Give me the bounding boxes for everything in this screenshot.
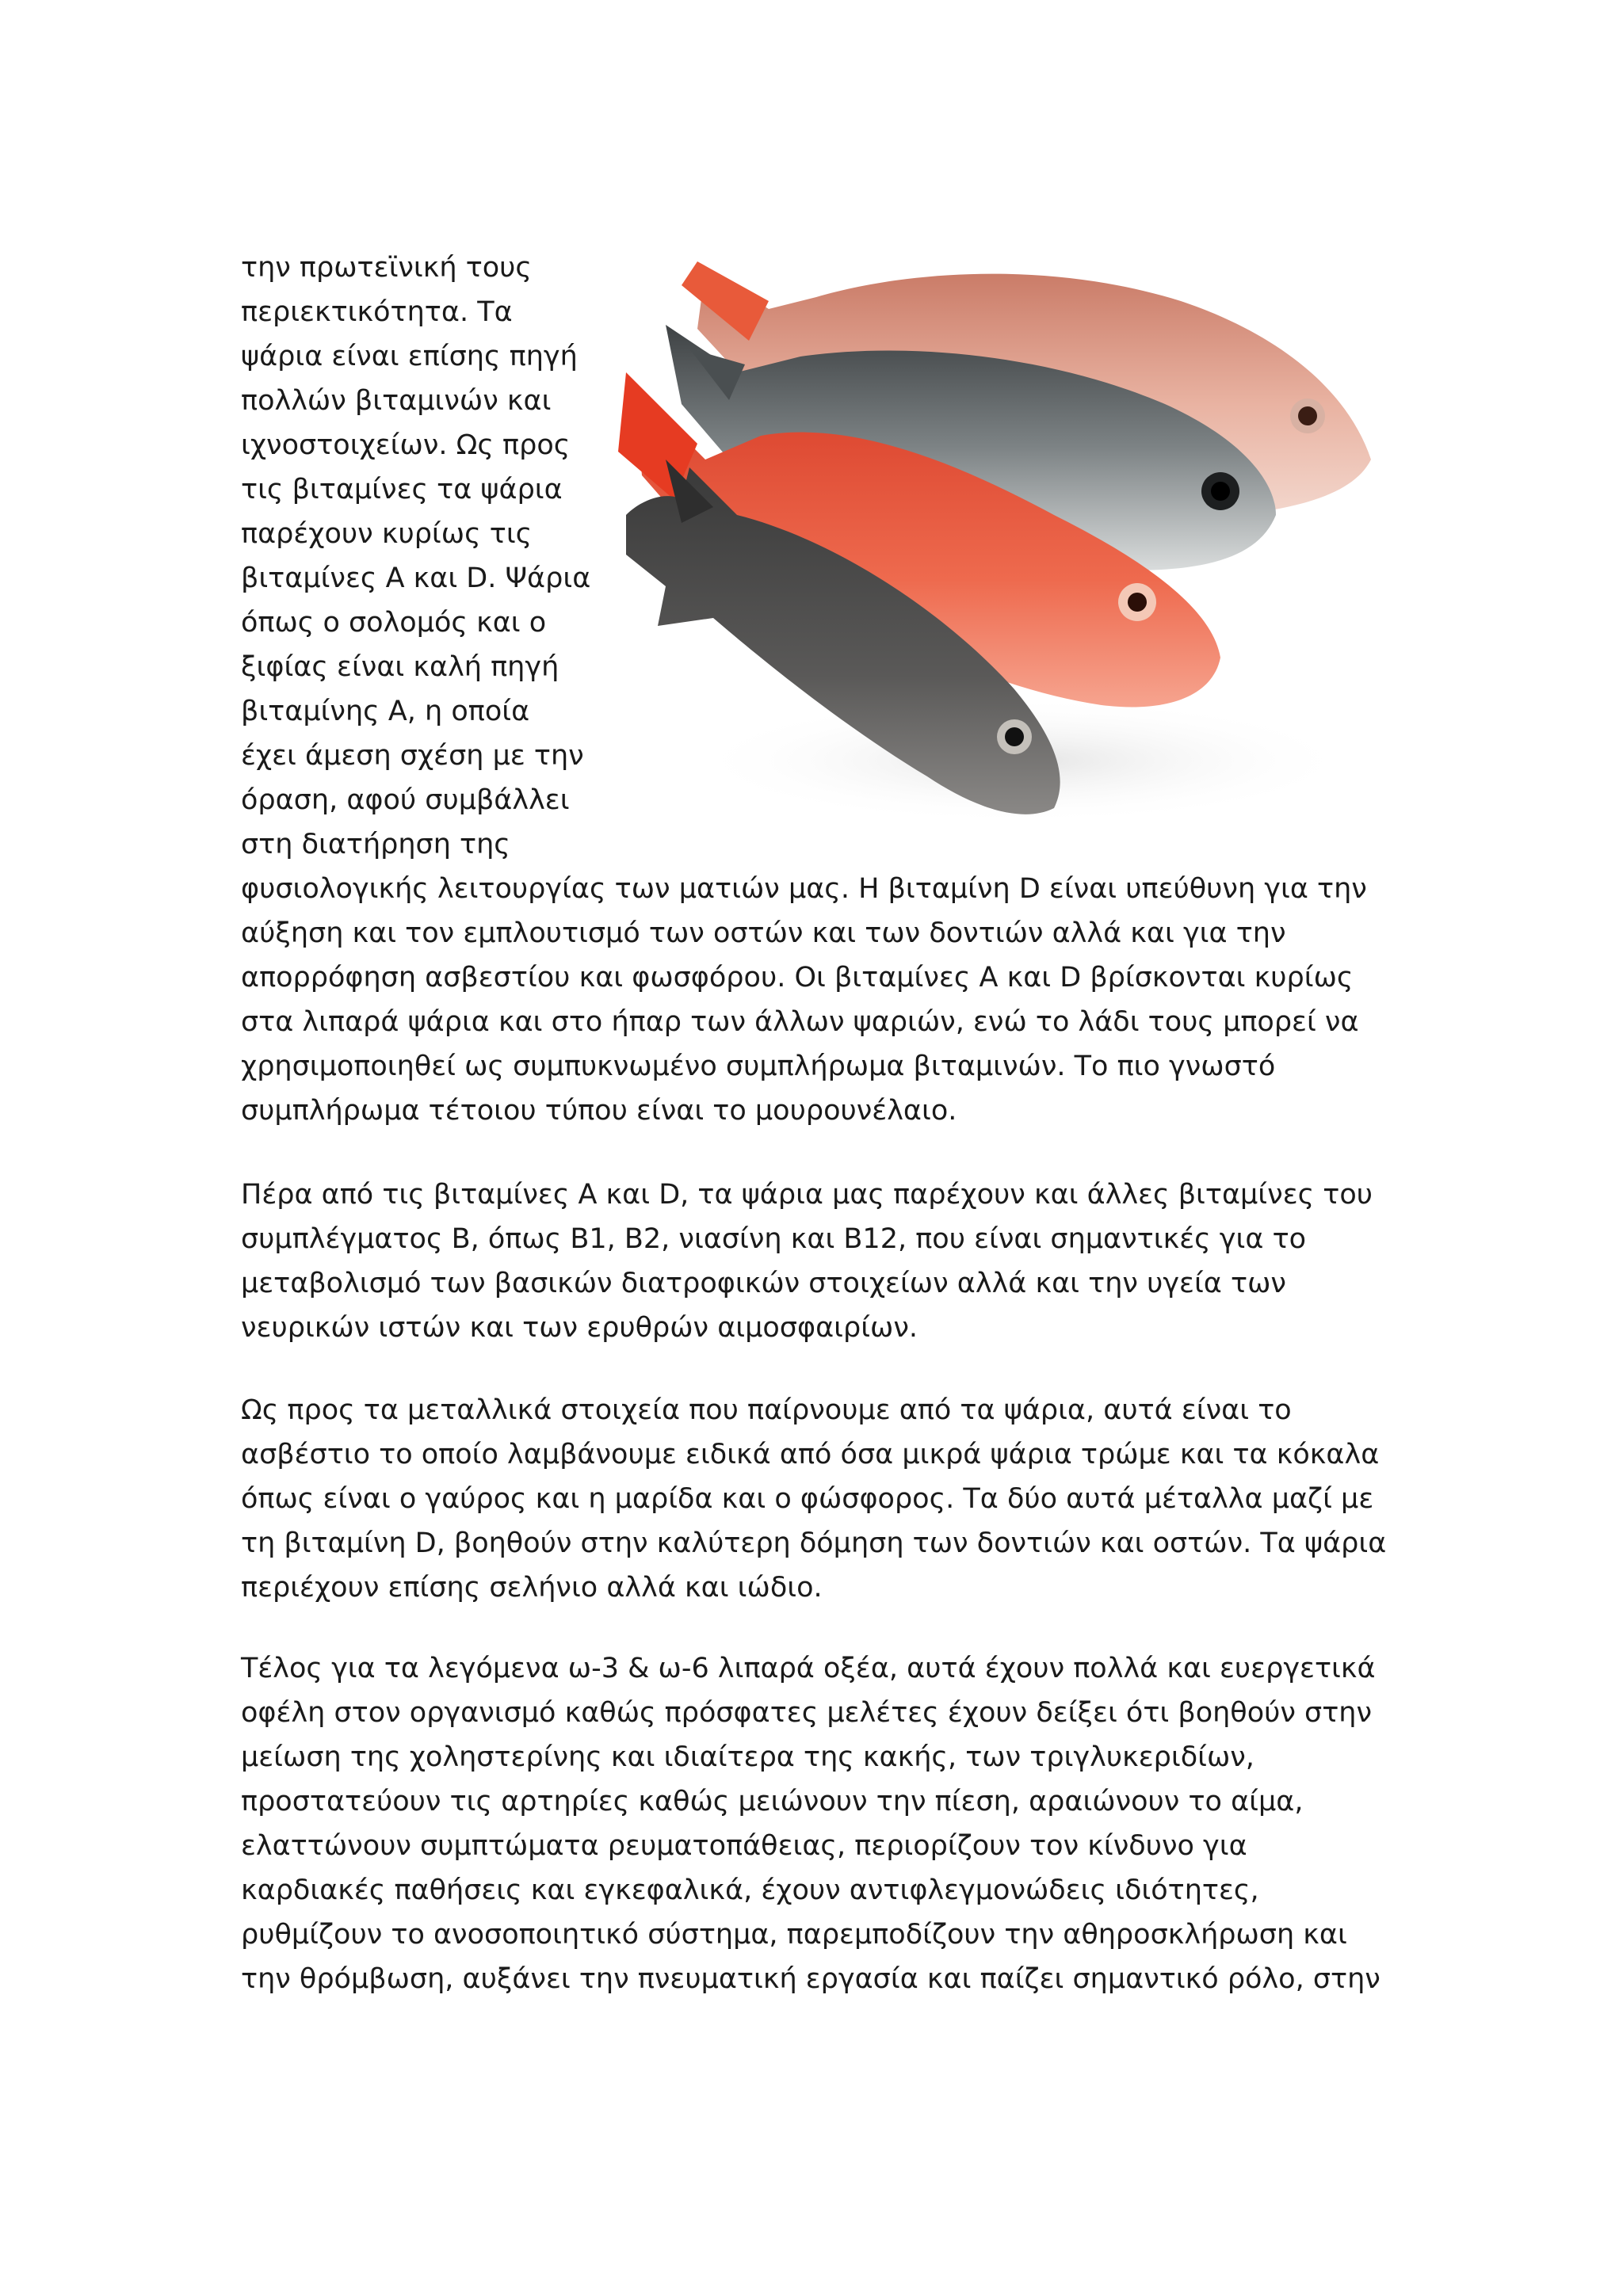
intro-line: παρέχουν κυρίως τις <box>241 518 533 550</box>
fish-photo-icon <box>610 254 1387 856</box>
text-line: στα λιπαρά ψάρια και στο ήπαρ των άλλων ψαριών, ενώ το λάδι τους μπορεί να <box>241 1006 1359 1038</box>
text-line: οφέλη στον οργανισμό καθώς πρόσφατες μελέτες έχουν δείξει ότι βοηθούν στην <box>241 1697 1373 1729</box>
intro-line: τις βιταμίνες τα ψάρια <box>241 474 563 505</box>
paragraph <box>241 867 1390 1133</box>
text-line: ρυθμίζουν το ανοσοποιητικό σύστημα, παρεμποδίζουν την αθηροσκλήρωση και <box>241 1919 1347 1951</box>
text-line: φυσιολογικής λειτουργίας των ματιών μας. Η βιταμίνη D είναι υπεύθυνη για την <box>241 873 1367 905</box>
paragraph <box>241 1388 1390 1610</box>
text-line: περιέχουν επίσης σελήνιο αλλά και ιώδιο. <box>241 1572 823 1604</box>
intro-line: ψάρια είναι επίσης πηγή <box>241 341 578 372</box>
text-line: μείωση της χοληστερίνης και ιδιαίτερα της κακής, των τριγλυκεριδίων, <box>241 1741 1254 1773</box>
text-line: όπως είναι ο γαύρος και η μαρίδα και ο φώσφορος. Τα δύο αυτά μέταλλα μαζί με <box>241 1483 1374 1515</box>
intro-line: την πρωτεϊνική τους <box>241 252 532 284</box>
text-line: ελαττώνουν συμπτώματα ρευματοπάθειας, περιορίζουν τον κίνδυνο για <box>241 1830 1247 1862</box>
intro-line: πολλών βιταμινών και <box>241 385 552 417</box>
text-line: συμπλέγματος Β, όπως Β1, Β2, νιασίνη και Β12, που είναι σημαντικές για το <box>241 1223 1307 1255</box>
text-line: συμπλήρωμα τέτοιου τύπου είναι το μουρουνέλαιο. <box>241 1095 957 1127</box>
intro-line: ξιφίας είναι καλή πηγή <box>241 651 559 683</box>
text-line: καρδιακές παθήσεις και εγκεφαλικά, έχουν αντιφλεγμονώδεις ιδιότητες, <box>241 1875 1259 1906</box>
intro-text-column <box>241 246 605 867</box>
text-line: Τέλος για τα λεγόμενα ω-3 & ω-6 λιπαρά οξέα, αυτά έχουν πολλά και ευεργετικά <box>241 1653 1376 1684</box>
paragraph <box>241 1173 1390 1350</box>
paragraph <box>241 1646 1390 2001</box>
intro-line: βιταμίνης Α, η οποία <box>241 696 530 727</box>
intro-line: βιταμίνες Α και D. Ψάρια <box>241 563 591 594</box>
intro-line: ιχνοστοιχείων. Ως προς <box>241 429 571 461</box>
text-line: προστατεύουν τις αρτηρίες καθώς μειώνουν την πίεση, αραιώνουν το αίμα, <box>241 1786 1304 1817</box>
text-line: Ως προς τα μεταλλικά στοιχεία που παίρνουμε από τα ψάρια, αυτά είναι το <box>241 1394 1292 1426</box>
text-line: νευρικών ιστών και των ερυθρών αιμοσφαιρίων. <box>241 1312 918 1344</box>
text-line: την θρόμβωση, αυξάνει την πνευματική εργασία και παίζει σημαντικό ρόλο, στην <box>241 1963 1381 1995</box>
text-line: Πέρα από τις βιταμίνες Α και D, τα ψάρια μας παρέχουν και άλλες βιταμίνες του <box>241 1179 1373 1211</box>
intro-line: όπως ο σολομός και ο <box>241 607 547 639</box>
intro-line: έχει άμεση σχέση με την <box>241 740 584 772</box>
intro-line: όραση, αφού συμβάλλει <box>241 784 570 816</box>
text-line: χρησιμοποιηθεί ως συμπυκνωμένο συμπλήρωμα βιταμινών. Το πιο γνωστό <box>241 1051 1276 1082</box>
text-line: μεταβολισμό των βασικών διατροφικών στοιχείων αλλά και την υγεία των <box>241 1268 1286 1299</box>
text-line: τη βιταμίνη D, βοηθούν στην καλύτερη δόμηση των δοντιών και οστών. Τα ψάρια <box>241 1527 1387 1559</box>
intro-line: στη διατήρηση της <box>241 829 510 860</box>
intro-line: περιεκτικότητα. Τα <box>241 296 513 328</box>
text-line: αύξηση και τον εμπλουτισμό των οστών και των δοντιών αλλά και για την <box>241 917 1286 949</box>
text-line: ασβέστιο το οποίο λαμβάνουμε ειδικά από όσα μικρά ψάρια τρώμε και τα κόκαλα <box>241 1439 1380 1470</box>
text-line: απορρόφηση ασβεστίου και φωσφόρου. Οι βιταμίνες Α και D βρίσκονται κυρίως <box>241 962 1354 994</box>
